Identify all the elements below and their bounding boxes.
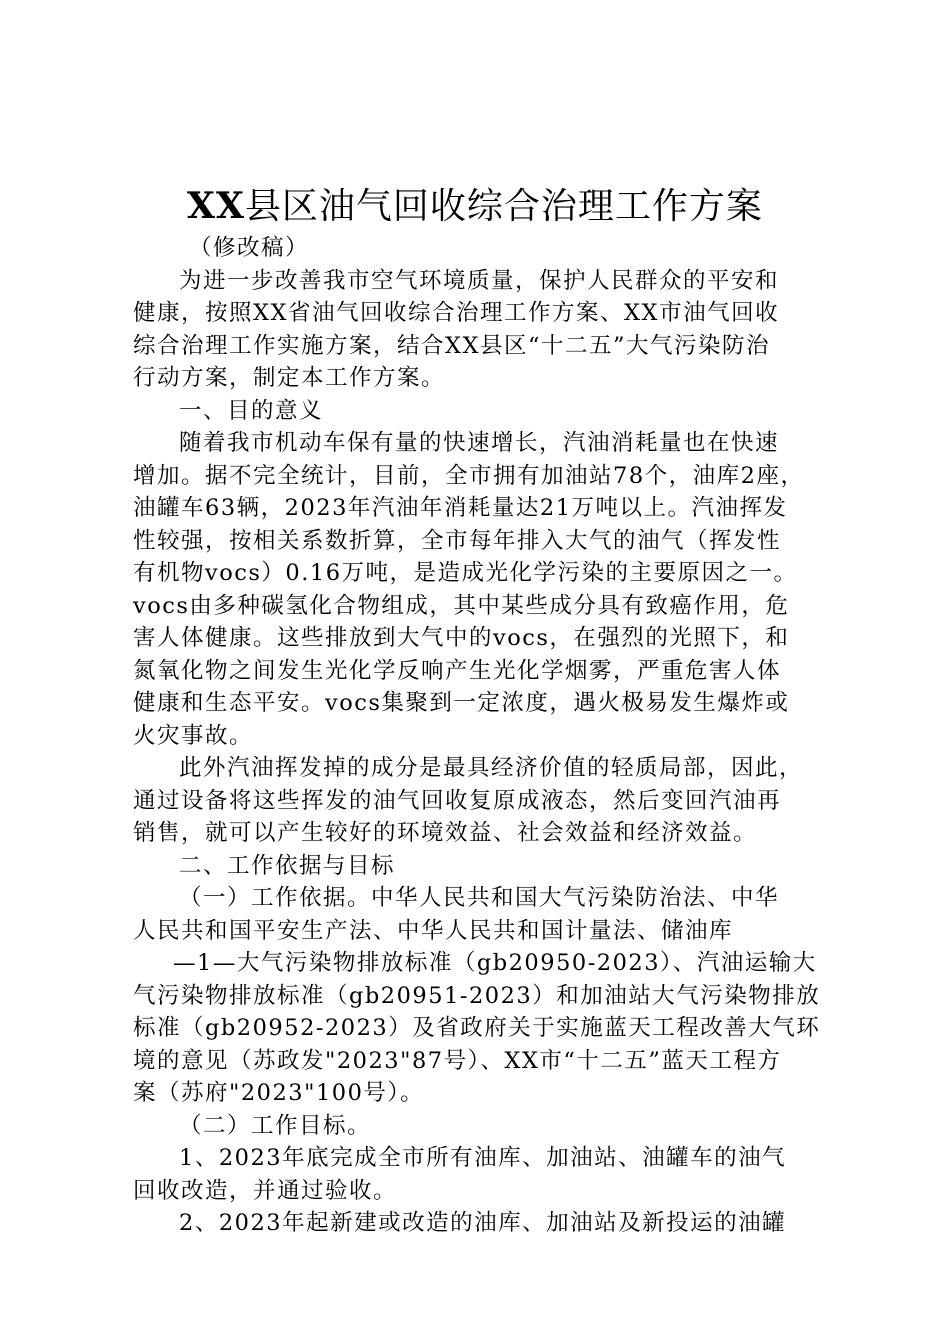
text-line: 销售，就可以产生较好的环境效益、社会效益和经济效益。 <box>133 820 758 846</box>
text-line: —1—大气污染物排放标准（gb20950-2023）、汽油运输大 <box>173 950 817 976</box>
text-line: 标准（gb20952-2023）及省政府关于实施蓝天工程改善大气环 <box>133 1015 821 1041</box>
text-line: 行动方案，制定本工作方案。 <box>133 365 446 391</box>
text-line: 性较强，按相关系数折算，全市每年排入大气的油气（挥发性 <box>133 527 782 554</box>
section-heading-2 <box>133 850 833 883</box>
paragraph-basis-continued <box>133 947 833 1110</box>
text-line: 健康和生态平安。vocs集聚到一定浓度，遇火极易发生爆炸或 <box>133 690 790 716</box>
heading-text: 二、工作依据与目标 <box>179 852 396 879</box>
title-prefix: XX <box>187 185 245 227</box>
text-line: 1、2023年底完成全市所有油库、加油站、油罐车的油气 <box>179 1145 787 1171</box>
subtitle <box>133 232 833 265</box>
text-line: 健康，按照XX省油气回收综合治理工作方案、XX市油气回收 <box>133 300 780 326</box>
paragraph-basis <box>133 882 833 947</box>
paragraph-benefit <box>133 752 833 850</box>
paragraph-purpose <box>133 427 833 752</box>
text-line: vocs由多种碳氢化合物组成，其中某些成分具有致癌作用，危 <box>133 592 790 619</box>
section-heading-1 <box>133 395 833 428</box>
goal-heading <box>133 1110 833 1143</box>
paragraph-goal-2 <box>133 1207 833 1240</box>
text-line: 火灾事故。 <box>133 722 254 749</box>
text-line: 案（苏府"2023"100号）。 <box>133 1080 425 1106</box>
text-line: 境的意见（苏政发"2023"87号）、XX市“十二五”蓝天工程方 <box>133 1047 782 1074</box>
text-line: 回收改造，并通过验收。 <box>133 1177 398 1204</box>
text-line: 2、2023年起新建或改造的油库、加油站及新投运的油罐 <box>179 1210 787 1236</box>
title-main: 县区油气回收综合治理工作方案 <box>244 186 763 227</box>
text-line: 有机物vocs）0.16万吨，是造成光化学污染的主要原因之一。 <box>133 560 798 586</box>
heading-text: （二）工作目标。 <box>179 1112 372 1139</box>
text-line: 气污染物排放标准（gb20951-2023）和加油站大气污染物排放 <box>133 982 821 1009</box>
text-line: 氮氧化物之间发生光化学反响产生光化学烟雾，严重危害人体 <box>133 657 782 684</box>
text-line: （一）工作依据。中华人民共和国大气污染防治法、中华 <box>179 885 780 911</box>
text-line: 增加。据不完全统计，目前，全市拥有加油站78个，油库2座， <box>133 462 805 489</box>
paragraph-goal-1 <box>133 1142 833 1207</box>
text-line: 人民共和国平安生产法、中华人民共和国计量法、储油库 <box>133 917 734 944</box>
text-line: 此外汽油挥发掉的成分是最具经济价值的轻质局部，因此， <box>179 755 804 781</box>
text-line: 综合治理工作实施方案，结合XX县区“十二五”大气污染防治 <box>133 332 771 359</box>
subtitle-text: （修改稿） <box>189 235 310 261</box>
text-line: 随着我市机动车保有量的快速增长，汽油消耗量也在快速 <box>179 430 780 456</box>
document-title <box>0 183 950 230</box>
text-line: 通过设备将这些挥发的油气回收复原成液态，然后变回汽油再 <box>133 787 782 814</box>
text-line: 害人体健康。这些排放到大气中的vocs，在强烈的光照下，和 <box>133 625 790 651</box>
paragraph-intro <box>133 265 833 395</box>
text-line: 为进一步改善我市空气环境质量，保护人民群众的平安和 <box>179 267 780 294</box>
heading-text: 一、目的意义 <box>179 397 324 424</box>
text-line: 油罐车63辆，2023年汽油年消耗量达21万吨以上。汽油挥发 <box>133 495 788 521</box>
document-body <box>133 232 833 1240</box>
